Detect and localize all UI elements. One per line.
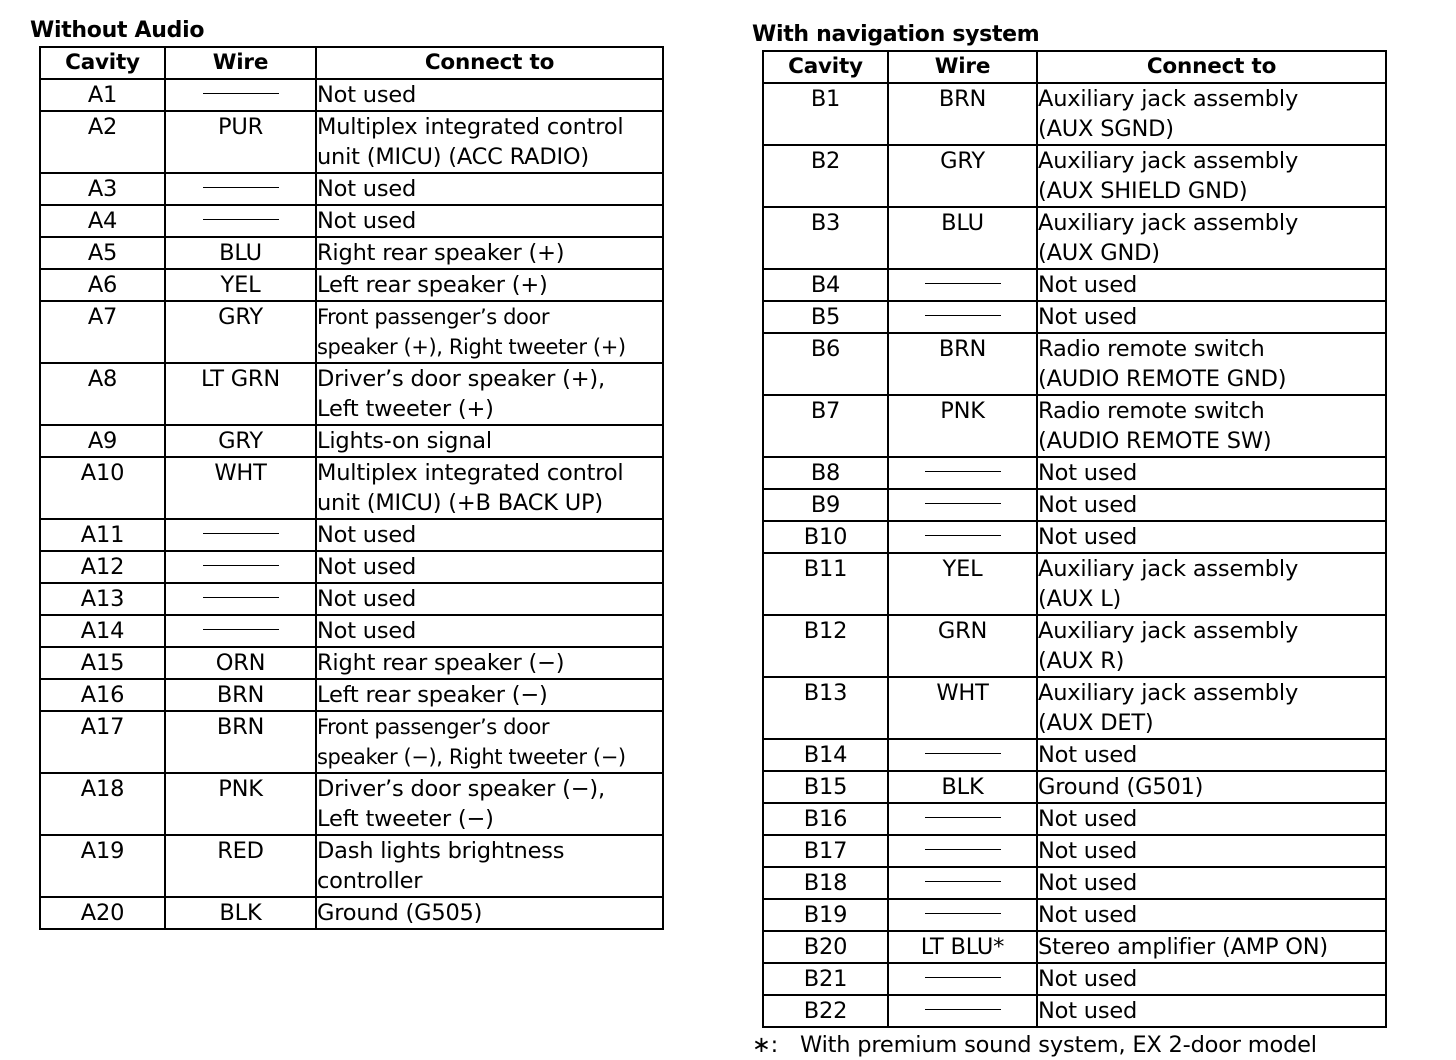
cavity-cell: B21 — [763, 963, 888, 995]
cavity-cell: A18 — [40, 773, 165, 835]
cavity-cell: A13 — [40, 583, 165, 615]
cavity-cell: B8 — [763, 457, 888, 489]
connect-to-cell: Not used — [1037, 457, 1386, 489]
connect-to-cell: Stereo amplifier (AMP ON) — [1037, 931, 1386, 963]
navigation-section — [752, 22, 1387, 1060]
wire-header: Wire — [888, 51, 1037, 83]
connect-to-cell: Dash lights brightness controller — [316, 835, 663, 897]
cavity-cell: A2 — [40, 111, 165, 173]
connect-to-cell: Left rear speaker (−) — [316, 679, 663, 711]
wire-cell: BRN — [165, 711, 316, 773]
connect-to-cell: Auxiliary jack assembly (AUX R) — [1037, 615, 1386, 677]
cavity-cell: B16 — [763, 803, 888, 835]
cavity-cell: A3 — [40, 173, 165, 205]
connect-to-cell: Multiplex integrated control unit (MICU) (+B BACK UP) — [316, 457, 663, 519]
wire-cell — [888, 489, 1037, 521]
connect-to-cell: Not used — [1037, 521, 1386, 553]
cavity-cell: A1 — [40, 79, 165, 111]
connect-to-cell: Front passenger’s door speaker (−), Right tweeter (−) — [316, 711, 663, 773]
cavity-cell: B15 — [763, 771, 888, 803]
connect-to-cell: Auxiliary jack assembly (AUX GND) — [1037, 207, 1386, 269]
cavity-cell: A17 — [40, 711, 165, 773]
table-row — [763, 553, 1386, 615]
no-wire-dash — [925, 753, 1001, 754]
no-wire-dash — [203, 93, 279, 94]
cavity-cell: A16 — [40, 679, 165, 711]
connect-to-cell: Not used — [1037, 739, 1386, 771]
wire-cell: BRN — [165, 679, 316, 711]
connect-to-cell: Not used — [316, 519, 663, 551]
wire-cell: BRN — [888, 83, 1037, 145]
wire-cell — [888, 269, 1037, 301]
wire-cell — [888, 803, 1037, 835]
connect-to-cell: Radio remote switch (AUDIO REMOTE GND) — [1037, 333, 1386, 395]
cavity-cell: B20 — [763, 931, 888, 963]
table-row — [763, 489, 1386, 521]
table-row — [763, 835, 1386, 867]
wire-cell: GRY — [165, 425, 316, 457]
connect-to-cell: Not used — [316, 205, 663, 237]
no-wire-dash — [203, 597, 279, 598]
wire-cell — [888, 867, 1037, 899]
table-row — [40, 173, 663, 205]
table-row — [763, 677, 1386, 739]
navigation-rows — [763, 83, 1386, 1027]
connect-to-cell: Not used — [316, 79, 663, 111]
table-row — [40, 773, 663, 835]
connect-to-cell: Right rear speaker (+) — [316, 237, 663, 269]
table-row — [763, 333, 1386, 395]
cavity-cell: A4 — [40, 205, 165, 237]
table-row — [763, 899, 1386, 931]
cavity-cell: A14 — [40, 615, 165, 647]
table-row — [40, 711, 663, 773]
without-audio-rows — [40, 79, 663, 929]
wire-cell: BLU — [888, 207, 1037, 269]
cavity-cell: A10 — [40, 457, 165, 519]
no-wire-dash — [203, 629, 279, 630]
wire-cell — [888, 521, 1037, 553]
cavity-cell: B1 — [763, 83, 888, 145]
table-row — [763, 803, 1386, 835]
table-row — [40, 583, 663, 615]
cavity-cell: A11 — [40, 519, 165, 551]
table-row — [763, 771, 1386, 803]
cavity-cell: B6 — [763, 333, 888, 395]
table-row — [763, 615, 1386, 677]
no-wire-dash — [203, 565, 279, 566]
cavity-cell: A19 — [40, 835, 165, 897]
footnote-mark: ∗: — [752, 1032, 779, 1058]
cavity-cell: A9 — [40, 425, 165, 457]
wire-cell — [888, 835, 1037, 867]
wire-cell: YEL — [888, 553, 1037, 615]
table-row — [763, 395, 1386, 457]
wire-cell: PNK — [888, 395, 1037, 457]
table-row — [40, 363, 663, 425]
wire-cell: LT BLU* — [888, 931, 1037, 963]
table-row — [40, 615, 663, 647]
connect-to-cell: Left rear speaker (+) — [316, 269, 663, 301]
table-row — [40, 457, 663, 519]
wire-cell — [165, 519, 316, 551]
connect-to-cell: Right rear speaker (−) — [316, 647, 663, 679]
cavity-cell: B17 — [763, 835, 888, 867]
table-row — [40, 835, 663, 897]
no-wire-dash — [203, 187, 279, 188]
wire-cell: RED — [165, 835, 316, 897]
no-wire-dash — [925, 1009, 1001, 1010]
cavity-cell: B13 — [763, 677, 888, 739]
connect-to-cell: Not used — [316, 583, 663, 615]
without-audio-table — [39, 46, 664, 930]
wire-cell — [888, 457, 1037, 489]
wire-cell: GRY — [165, 301, 316, 363]
connect-to-cell: Not used — [1037, 489, 1386, 521]
table-row — [763, 867, 1386, 899]
footnote-text: With premium sound system, EX 2-door model — [800, 1032, 1317, 1058]
connect-to-cell: Auxiliary jack assembly (AUX SGND) — [1037, 83, 1386, 145]
connect-to-cell: Auxiliary jack assembly (AUX DET) — [1037, 677, 1386, 739]
connect-to-header: Connect to — [316, 47, 663, 79]
no-wire-dash — [925, 471, 1001, 472]
connect-to-cell: Auxiliary jack assembly (AUX SHIELD GND) — [1037, 145, 1386, 207]
navigation-title: With navigation system — [752, 22, 1040, 47]
wire-cell: BLU — [165, 237, 316, 269]
table-header-row — [763, 51, 1386, 83]
wire-cell: PUR — [165, 111, 316, 173]
wire-cell: WHT — [165, 457, 316, 519]
cavity-cell: A8 — [40, 363, 165, 425]
connect-to-cell: Driver’s door speaker (+), Left tweeter (+) — [316, 363, 663, 425]
cavity-cell: A6 — [40, 269, 165, 301]
no-wire-dash — [925, 315, 1001, 316]
wire-cell — [888, 301, 1037, 333]
table-row — [40, 425, 663, 457]
connect-to-cell: Front passenger’s door speaker (+), Right tweeter (+) — [316, 301, 663, 363]
wire-cell — [888, 963, 1037, 995]
cavity-cell: A5 — [40, 237, 165, 269]
cavity-cell: A12 — [40, 551, 165, 583]
cavity-cell: A15 — [40, 647, 165, 679]
connect-to-cell: Driver’s door speaker (−), Left tweeter (−) — [316, 773, 663, 835]
wire-cell: BLK — [165, 897, 316, 929]
connect-to-cell: Not used — [316, 615, 663, 647]
table-row — [763, 145, 1386, 207]
cavity-header: Cavity — [40, 47, 165, 79]
connect-to-cell: Lights-on signal — [316, 425, 663, 457]
connect-to-cell: Not used — [1037, 963, 1386, 995]
wire-cell — [888, 995, 1037, 1027]
no-wire-dash — [925, 881, 1001, 882]
navigation-table — [762, 50, 1387, 1028]
cavity-cell: B2 — [763, 145, 888, 207]
connect-to-cell: Not used — [316, 173, 663, 205]
connect-to-cell: Not used — [1037, 995, 1386, 1027]
connect-to-cell: Not used — [1037, 899, 1386, 931]
cavity-cell: B7 — [763, 395, 888, 457]
table-row — [40, 111, 663, 173]
wire-cell — [165, 615, 316, 647]
cavity-cell: A20 — [40, 897, 165, 929]
wire-header: Wire — [165, 47, 316, 79]
wire-cell: BRN — [888, 333, 1037, 395]
wire-cell: WHT — [888, 677, 1037, 739]
wire-cell — [165, 551, 316, 583]
connect-to-cell: Not used — [1037, 269, 1386, 301]
wire-cell — [888, 739, 1037, 771]
wire-cell — [165, 173, 316, 205]
without-audio-section — [30, 18, 664, 930]
connect-to-header: Connect to — [1037, 51, 1386, 83]
cavity-header: Cavity — [763, 51, 888, 83]
table-row — [40, 237, 663, 269]
cavity-cell: B4 — [763, 269, 888, 301]
cavity-cell: B14 — [763, 739, 888, 771]
table-row — [40, 301, 663, 363]
no-wire-dash — [203, 533, 279, 534]
table-row — [40, 519, 663, 551]
cavity-cell: B11 — [763, 553, 888, 615]
table-row — [763, 207, 1386, 269]
table-row — [40, 647, 663, 679]
table-row — [40, 551, 663, 583]
table-row — [763, 301, 1386, 333]
table-row — [763, 457, 1386, 489]
table-row — [763, 521, 1386, 553]
cavity-cell: B19 — [763, 899, 888, 931]
no-wire-dash — [925, 977, 1001, 978]
wire-cell: GRN — [888, 615, 1037, 677]
table-row — [40, 679, 663, 711]
table-row — [763, 995, 1386, 1027]
cavity-cell: B18 — [763, 867, 888, 899]
cavity-cell: B22 — [763, 995, 888, 1027]
cavity-cell: B3 — [763, 207, 888, 269]
table-row — [40, 205, 663, 237]
table-row — [763, 963, 1386, 995]
connect-to-cell: Auxiliary jack assembly (AUX L) — [1037, 553, 1386, 615]
wire-cell — [165, 79, 316, 111]
table-row — [763, 83, 1386, 145]
cavity-cell: A7 — [40, 301, 165, 363]
connect-to-cell: Not used — [1037, 301, 1386, 333]
wire-cell: GRY — [888, 145, 1037, 207]
wire-cell — [888, 899, 1037, 931]
connect-to-cell: Not used — [316, 551, 663, 583]
cavity-cell: B10 — [763, 521, 888, 553]
connect-to-cell: Not used — [1037, 803, 1386, 835]
cavity-cell: B12 — [763, 615, 888, 677]
wire-cell: LT GRN — [165, 363, 316, 425]
cavity-cell: B5 — [763, 301, 888, 333]
no-wire-dash — [925, 817, 1001, 818]
no-wire-dash — [925, 849, 1001, 850]
wire-cell: YEL — [165, 269, 316, 301]
table-row — [40, 269, 663, 301]
connect-to-cell: Not used — [1037, 835, 1386, 867]
wire-cell: ORN — [165, 647, 316, 679]
table-row — [40, 897, 663, 929]
no-wire-dash — [925, 503, 1001, 504]
connect-to-cell: Ground (G501) — [1037, 771, 1386, 803]
cavity-cell: B9 — [763, 489, 888, 521]
wire-cell: PNK — [165, 773, 316, 835]
no-wire-dash — [925, 913, 1001, 914]
table-header-row — [40, 47, 663, 79]
connect-to-cell: Ground (G505) — [316, 897, 663, 929]
connect-to-cell: Not used — [1037, 867, 1386, 899]
no-wire-dash — [203, 219, 279, 220]
connect-to-cell: Radio remote switch (AUDIO REMOTE SW) — [1037, 395, 1386, 457]
without-audio-title: Without Audio — [30, 18, 205, 43]
wire-cell — [165, 583, 316, 615]
table-row — [763, 269, 1386, 301]
table-row — [763, 739, 1386, 771]
wire-cell: BLK — [888, 771, 1037, 803]
no-wire-dash — [925, 535, 1001, 536]
footnote — [752, 1030, 1387, 1060]
table-row — [40, 79, 663, 111]
wire-cell — [165, 205, 316, 237]
no-wire-dash — [925, 283, 1001, 284]
table-row — [763, 931, 1386, 963]
connect-to-cell: Multiplex integrated control unit (MICU) (ACC RADIO) — [316, 111, 663, 173]
